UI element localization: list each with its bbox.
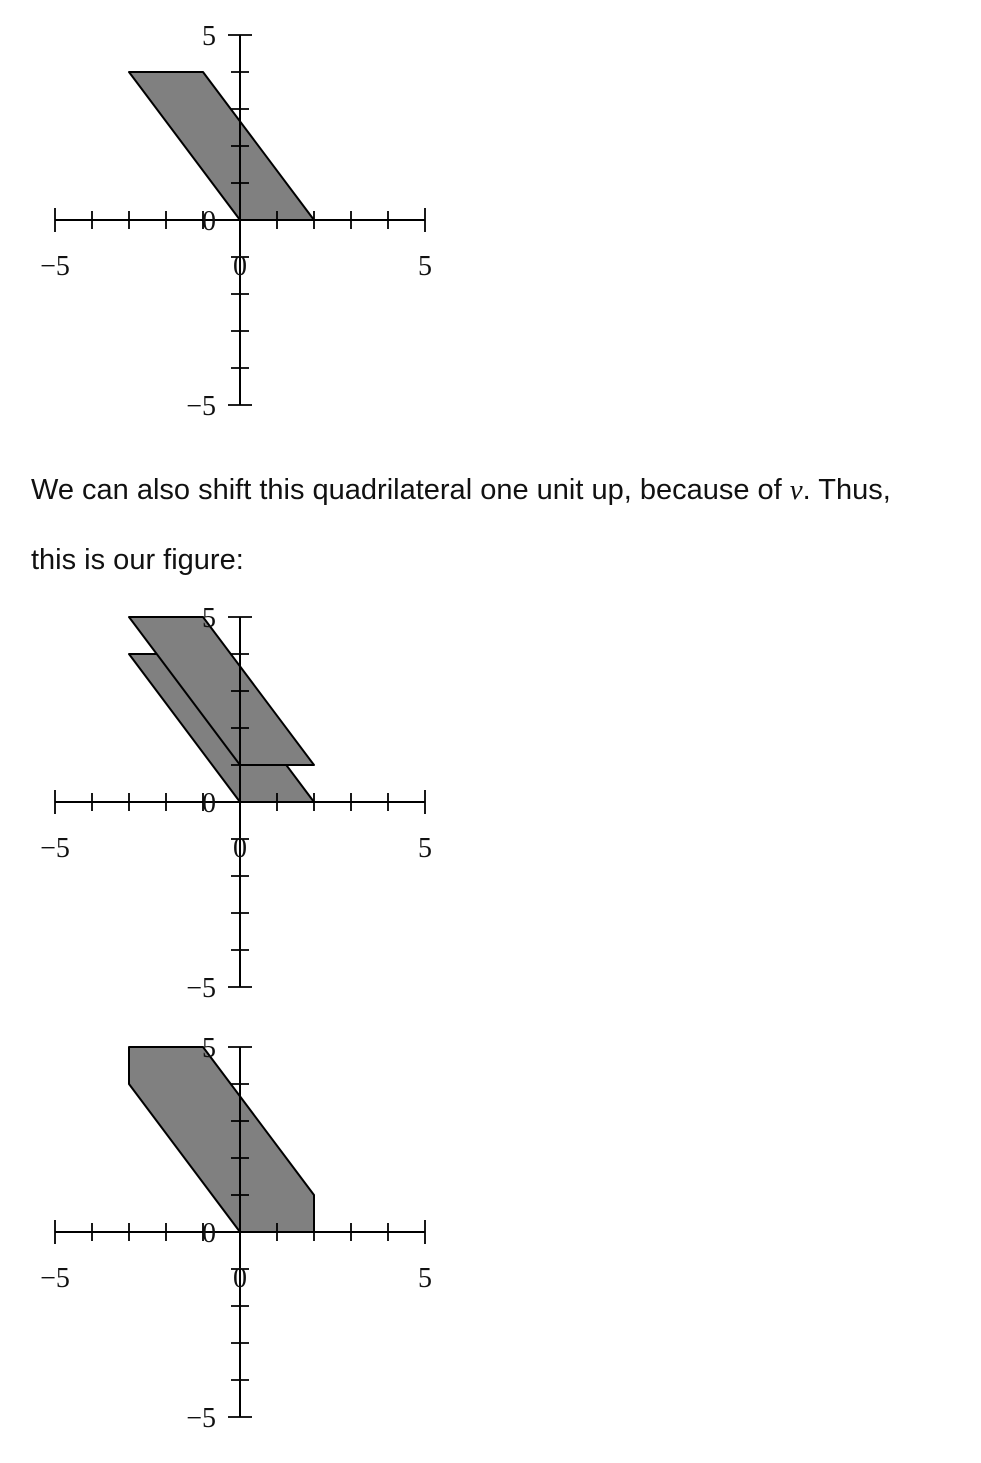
- x-tick-label: 5: [418, 1263, 432, 1294]
- x-tick-label: 0: [233, 251, 247, 282]
- y-tick-label: 5: [202, 21, 216, 52]
- math-variable-v: v: [789, 474, 803, 506]
- y-tick-label: −5: [186, 1403, 216, 1434]
- region-polygon-1: [129, 1047, 314, 1232]
- y-tick-label: 0: [202, 206, 216, 237]
- plot-2-svg: [0, 590, 981, 1010]
- paragraph-line-1: [31, 455, 961, 525]
- plot-original-quadrilateral: [0, 0, 981, 440]
- plot-1-svg: [0, 0, 981, 440]
- x-tick-label: 0: [233, 833, 247, 864]
- y-tick-label: 0: [202, 788, 216, 819]
- paragraph-line-1-start: We can also shift this quadrilateral one unit up, because of: [31, 474, 790, 506]
- x-tick-label: 5: [418, 833, 432, 864]
- x-tick-label: 0: [233, 1263, 247, 1294]
- x-tick-label: 5: [418, 251, 432, 282]
- paragraph-line-1-end: . Thus,: [802, 474, 891, 506]
- explanation-paragraph: [31, 455, 961, 595]
- plot-3-svg: [0, 1010, 981, 1463]
- x-tick-label: −5: [40, 1263, 70, 1294]
- plot-final-figure: [0, 1010, 981, 1463]
- x-tick-label: −5: [40, 251, 70, 282]
- y-tick-label: 5: [202, 603, 216, 634]
- x-tick-label: −5: [40, 833, 70, 864]
- y-tick-label: 0: [202, 1218, 216, 1249]
- plot-shifted-copies: [0, 590, 981, 1010]
- region-polygon-1: [129, 72, 314, 220]
- y-tick-label: −5: [186, 973, 216, 1004]
- y-tick-label: 5: [202, 1033, 216, 1064]
- paragraph-line-2: this is our figure:: [31, 544, 244, 576]
- y-tick-label: −5: [186, 391, 216, 422]
